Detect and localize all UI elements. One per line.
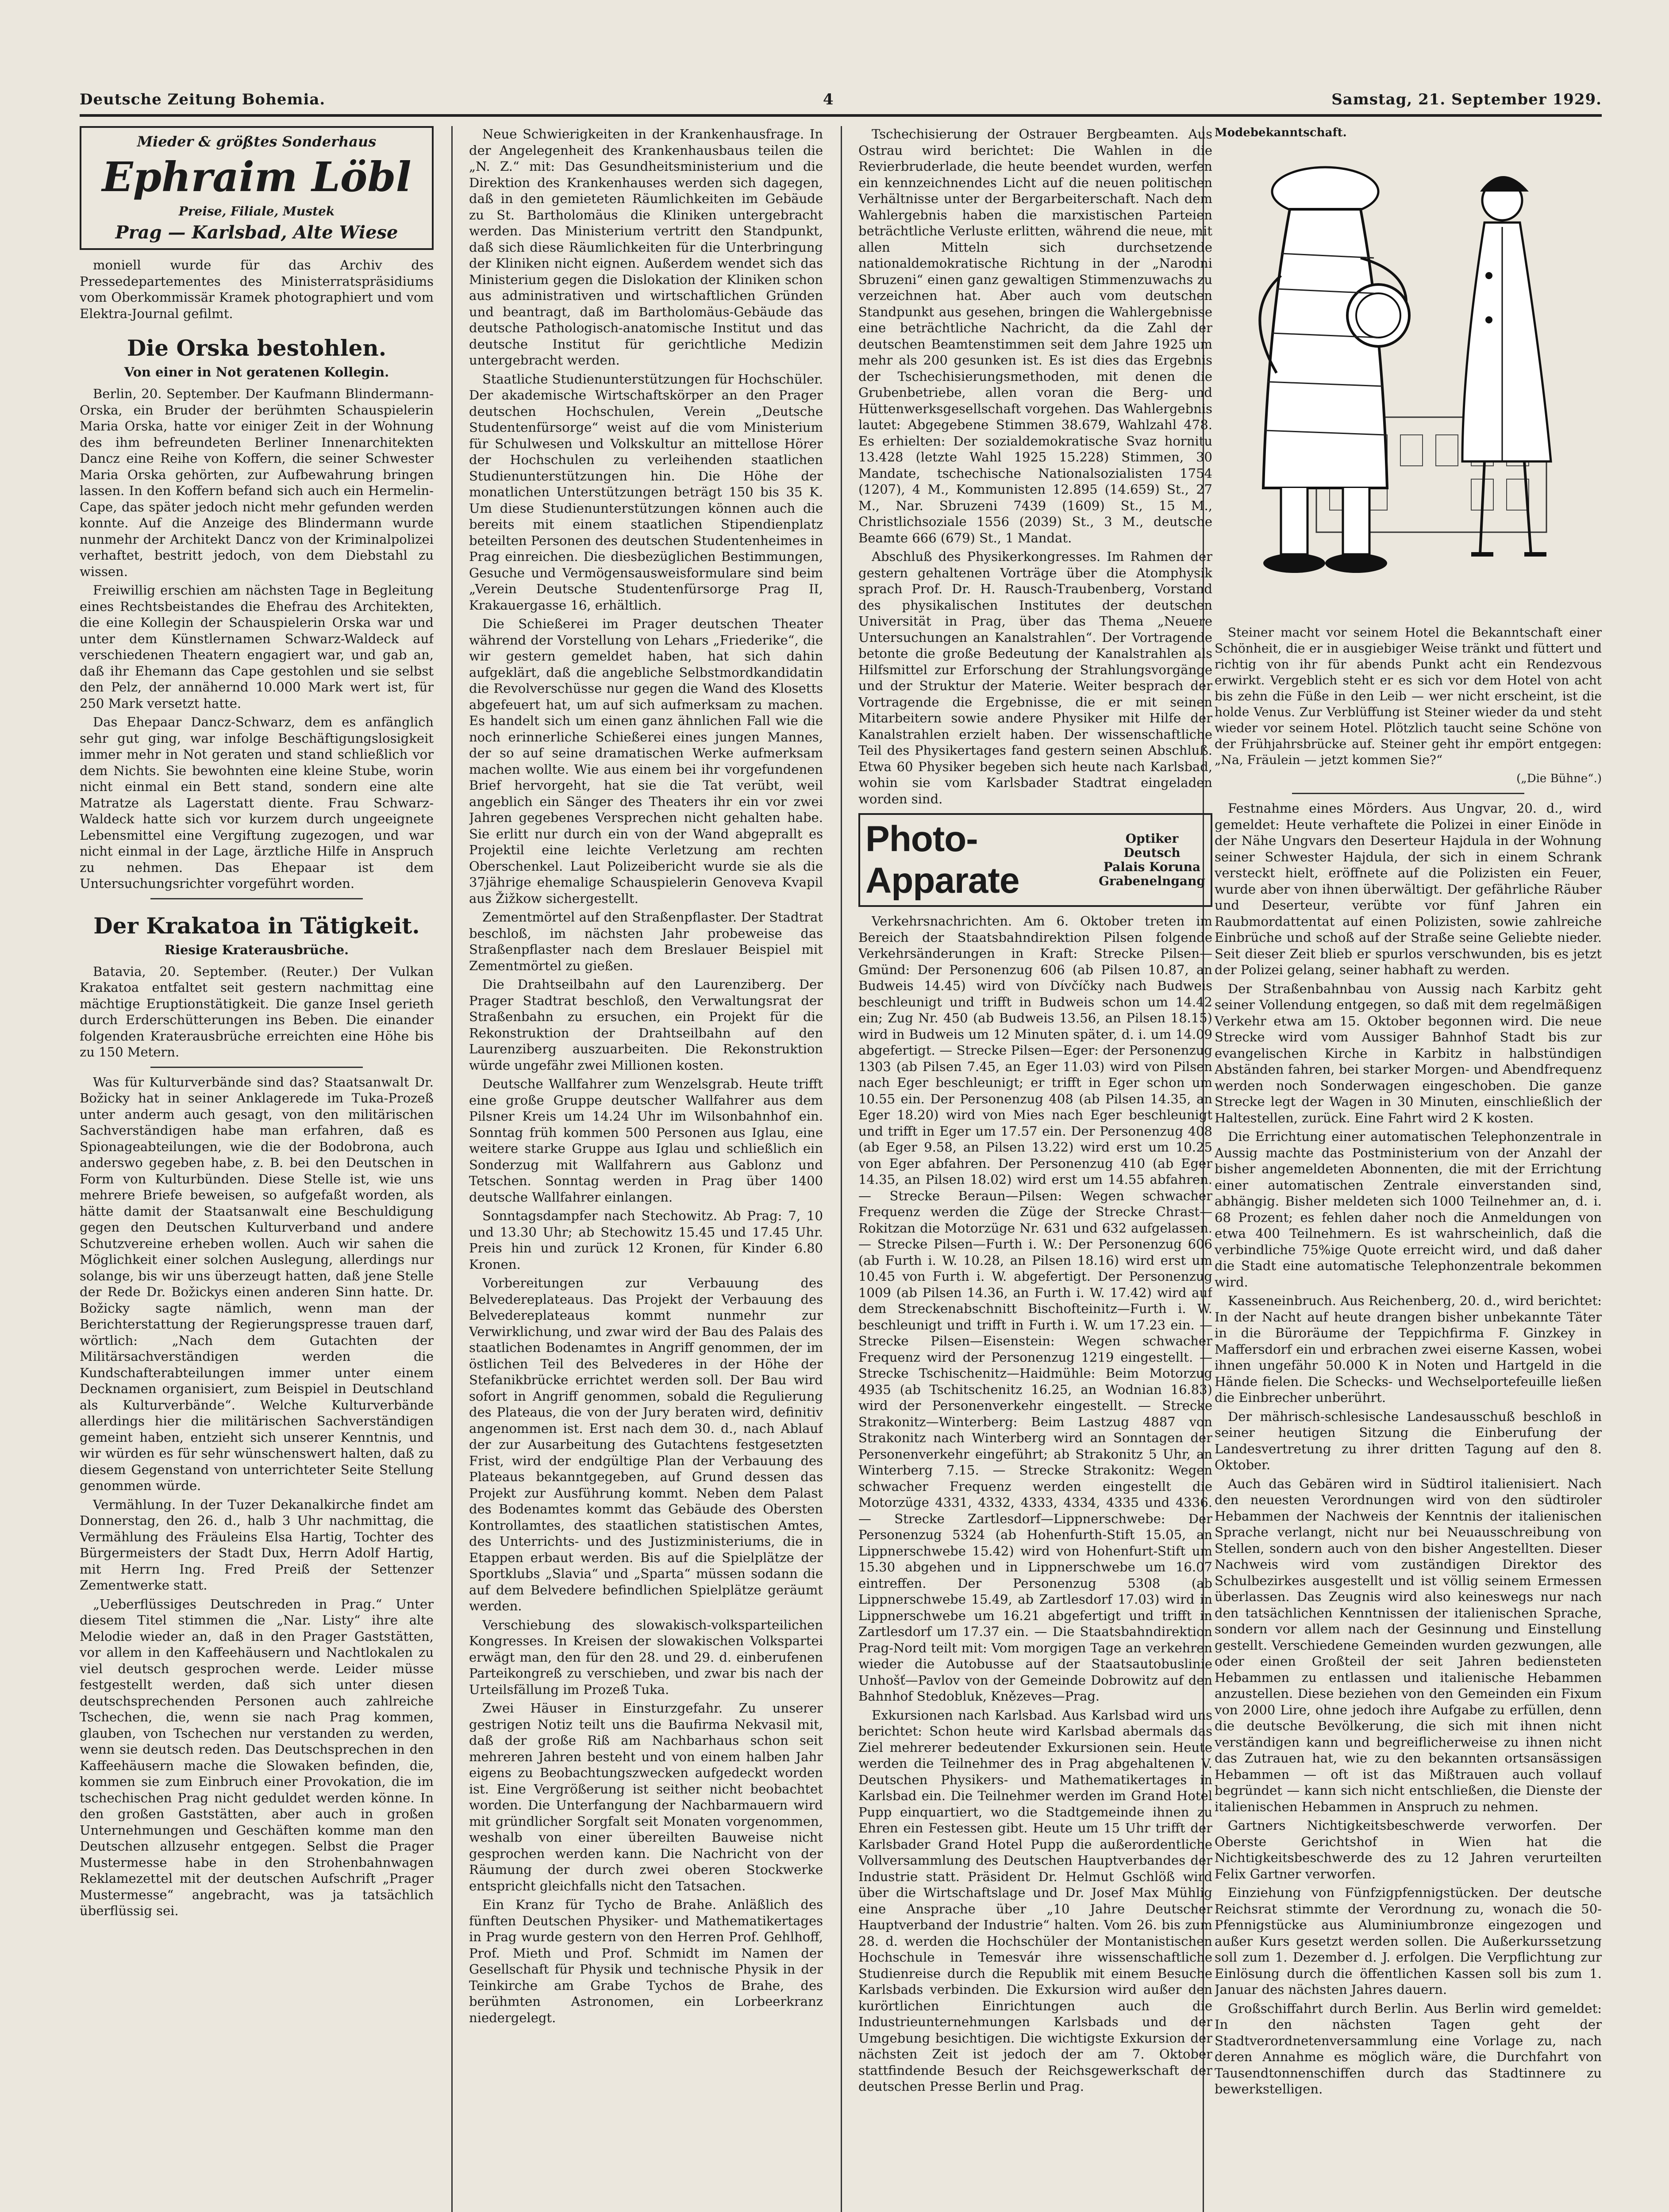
ad-headline: Photo-Apparate (865, 819, 1019, 901)
ad-tagline: Mieder & größtes Sonderhaus (137, 133, 377, 150)
article-headline: Der Krakatoa in Tätigkeit. (93, 912, 420, 939)
column-4 (1215, 126, 1602, 2212)
news-item: Zementmörtel auf den Straßenpflaster. Der Stadtrat beschloß, im nächsten Jahr probeweise das Straßenpflaster nach dem Breslauer Beispiel mit Zementmörtel zu gießen. (469, 910, 823, 973)
article-subheadline: Riesige Kraterausbrüche. (164, 942, 349, 957)
news-item: Ein Kranz für Tycho de Brahe. Anläßlich des fünften Deutschen Physiker- und Mathematikertages in Prag wurde gestern von den Herren Prof. Gehlhoff, Prof. Mieth und Prof. Schmidt im Namen der Gesellschaft für Physik und technische Physik in der Teinkirche am Grabe Tychos de Brahe, des berühmten Astronomen, ein Lorbeerkranz niedergelegt. (469, 1897, 823, 2025)
ad-locations: Prag — Karlsbad, Alte Wiese (115, 222, 398, 243)
ad-brand-name: Ephraim Löbl (102, 153, 411, 201)
article-paragraph: Vermählung. In der Tuzer Dekanalkirche findet am Donnerstag, den 26. d., halb 3 Uhr nachmittag, die Vermählung des Fräuleins Elsa Hartig, Tochter des Bürgermeisters der Stadt Dux, Herrn Adolf Hartig, mit Herrn Ing. Fred Preiß der Settenzer Zementwerke statt. (80, 1497, 434, 1593)
news-item: Auch das Gebären wird in Südtirol italienisiert. Nach den neuesten Verordnungen wird von den südtiroler Hebammen der Nachweis der Kenntnis der italienischen Sprache verlangt, nicht nur bei Neuausschreibung von Stellen, sondern auch von den bisher Angestellten. Dieser Nachweis wird vom zuständigen Direktor des Schulbezirkes ausgestellt und ist völlig seinem Ermessen überlassen. Das Zeugnis wird also keineswegs nur nach den tatsächlichen Kenntnissen der italienischen Sprache, sondern vor allem nach der Gesinnung und Einstellung gestellt. Verschiedene Gemeinden wurden gezwungen, alle oder einen Großteil der seit Jahren bediensteten Hebammen zu entlassen und italienische Hebammen anzustellen. Diese beziehen von den Gemeinden ein Fixum von 2000 Lire, ohne jedoch ihre Aufgabe zu erfüllen, denn die deutsche Bevölkerung, die sich mit ihnen nicht verständigen kann und begreiflicherweise zu ihnen nicht das Zutrauen hat, wie zu den bekannten ortsansässigen Hebammen — oft ist das Mißtrauen auch vollauf begründet — kann sich nicht entschließen, die Dienste der italienischen Hebammen in Anspruch zu nehmen. (1215, 1476, 1602, 1814)
column-2 (469, 126, 823, 2212)
cartoon-credit: („Die Bühne“.) (1516, 772, 1602, 785)
news-item: Kasseneinbruch. Aus Reichenberg, 20. d., wird berichtet: In der Nacht auf heute drangen bisher unbekannte Täter in die Büroräume der Teppichfirma F. Ginzkey in Maffersdorf ein und erbrachen zwei eiserne Kassen, wobei ihnen ungefähr 50.000 K in Noten und Hartgeld in die Hände fielen. Die Schecks- und Wechselportefeuille ließen die Einbrecher unberührt. (1215, 1293, 1602, 1405)
news-item: Vorbereitungen zur Verbauung des Belvedereplateaus. Das Projekt der Verbauung des Belvedereplateaus kommt nunmehr zur Verwirklichung, und zwar wird der Bau des Palais des staatlichen Bodenamtes in Angriff genommen, der im östlichen Teil des Belvederes in der Höhe der Stefanikbrücke errichtet werden soll. Der Bau wird sofort in Angriff genommen, sobald die Regulierung des Plateaus, die von der Jury beraten wird, definitiv angenommen ist. Erst nach dem 30. d., nach Ablauf der zur Ausarbeitung des Gutachtens festgesetzten Frist, wird der endgültige Plan der Verbauung des Plateaus bekanntgegeben, auf Grund dessen das Projekt zur Ausführung kommt. Neben dem Palast des Bodenamtes kommt das Gebäude des Obersten Kontrollamtes, des staatlichen statistischen Amtes, des Unterrichts- und des Justizministeriums, die in Etappen erbaut werden. Bis auf die Spielplätze der Sportklubs „Slavia“ und „Sparta“ müssen sodann die auf dem Belvedere befindlichen Spielplätze geräumt werden. (469, 1275, 823, 1613)
header-page-number: 4 (823, 91, 834, 108)
article-paragraph: „Ueberflüssiges Deutschreden in Prag.“ Unter diesem Titel stimmen die „Nar. Listy“ ihre alte Melodie wieder an, daß in den Prager Gaststätten, vor allem in den Kaffeehäusern und Nachtlokalen zu viel deutsch gesprochen werde. Leider müsse festgestellt werden, daß sich unter diesen deutschsprechenden Personen auch zahlreiche Tschechen, die, wenn sie nach Prag kommen, glauben, von Tschechen nur verstanden zu werden, wenn sie deutsch reden. Das Deutschsprechen in den Kaffeehäusern mache die Slowaken befinden, die, kommen sie zum Einbruch einer Provokation, die im tschechischen Prag nicht geduldet werden könne. In den großen Gaststätten, aber auch in großen Unternehmungen und Geschäften komme man den Deutschen allzusehr entgegen. Selbst die Prager Mustermesse habe in den Strohenbahnwagen Reklamezettel mit der deutschen Aufschrift „Prager Mustermesse“ angebracht, was ja tatsächlich überflüssig sei. (80, 1596, 434, 1918)
section-divider (1292, 793, 1524, 794)
news-item: Die Errichtung einer automatischen Telephonzentrale in Aussig machte das Postministerium von der Anzahl der bisher angemeldeten Abonnenten, die mit der Errichtung einer automatischen Zentrale einverstanden sind, abhängig. Bisher meldeten sich 1000 Teilnehmer an, d. i. 68 Prozent; es fehlen daher noch die Anmeldungen von etwa 400 Teilnehmern. Es ist wahrscheinlich, daß die verbindliche 75%ige Quote erreicht wird, und daß daher die Stadt eine automatische Telephonzentrale bekommen wird. (1215, 1129, 1602, 1290)
column-3 (858, 126, 1212, 2212)
advertisement-photo-apparate (858, 813, 1212, 907)
article-paragraph: Berlin, 20. September. Der Kaufmann Blindermann-Orska, ein Bruder der berühmten Schauspielerin Maria Orska, hatte vor einiger Zeit in der Wohnung des ihm befreundeten Berliner Innenarchitekten Dancz eine Reihe von Koffern, die seiner Schwester Maria Orska gehörten, zur Aufbewahrung bringen lassen. In den Koffern befand sich auch ein Hermelin-Cape, das später jedoch nicht mehr gefunden werden konnte. Auf die Anzeige des Blindermann wurde nunmehr der Architekt Dancz von der Kriminalpolizei verhaftet, bestritt jedoch, von dem Diebstahl zu wissen. (80, 386, 434, 579)
article-subheadline: Von einer in Not geratenen Kollegin. (124, 365, 389, 380)
news-item: Gartners Nichtigkeitsbeschwerde verworfen. Der Oberste Gerichtshof in Wien hat die Nichtigkeitsbeschwerde des zu 12 Jahren verurteilten Felix Gartner verworfen. (1215, 1818, 1602, 1882)
article-paragraph: Batavia, 20. September. (Reuter.) Der Vulkan Krakatoa entfaltet seit gestern nachmittag eine mächtige Eruptionstätigkeit. Die ganze Insel gerieth durch Erderschütterungen ins Beben. Die einander folgenden Kraterausbrüche erreichten eine Höhe bis zu 150 Metern. (80, 964, 434, 1060)
header-paper-title: Deutsche Zeitung Bohemia. (80, 91, 326, 108)
news-item: Großschiffahrt durch Berlin. Aus Berlin wird gemeldet: In den nächsten Tagen geht der Stadtverordnetenversammlung eine Vorlage zu, nach deren Annahme es möglich wäre, die Durchfahrt von Tausendtonnenschiffen durch das Stadtinnere zu bewerkstelligen. (1215, 2001, 1602, 2097)
header-rule (80, 114, 1602, 117)
news-item: Der mährisch-schlesische Landesausschuß beschloß in seiner heutigen Sitzung die Einberufung der Landesvertretung zu ihrer dritten Tagung auf den 8. Oktober. (1215, 1409, 1602, 1472)
news-item: Staatliche Studienunterstützungen für Hochschüler. Der akademische Wirtschaftskörper an den Prager deutschen Hochschulen, Verein „Deutsche Studentenfürsorge“ weist auf die vom Ministerium für Schulwesen und Volkskultur an mittellose Hörer der Hochschulen zu verleihenden staatlichen Studienunterstützungen hin. Die Höhe der monatlichen Unterstützungen beträgt 150 bis 35 K. Um diese Studienunterstützungen können auch die bereits mit einem staatlichen Stipendienplatz beteilten Personen des deutschen Studentenheimes in Prag einreichen. Die diesbezüglichen Bestimmungen, Gesuche und Vermögensausweisformulare sind beim „Verein Deutsche Studentenfürsorge Prag II, Krakauergasse 16, erhältlich. (469, 371, 823, 613)
header-date: Samstag, 21. September 1929. (1331, 91, 1602, 108)
advertisement-loebl (80, 126, 434, 250)
news-item: Die Schießerei im Prager deutschen Theater während der Vorstellung von Lehars „Friederike“, die wir gestern gemeldet haben, hat sich dahin aufgeklärt, daß die angebliche Selbstmordkandidatin die Revolverschüsse nur gegen die Wand des Klosetts abgefeuert hat, um auf sich aufmerksam zu machen. Es handelt sich um einen ganz ähnlichen Fall wie die noch erinnerliche Schießerei eines jungen Mannes, der so auf seine dramatischen Werke aufmerksam machen wollte. Wie aus einem bei ihr vorgefundenen Brief hervorgeht, hat sie die Tat verübt, weil angeblich ein Sänger des Theaters ihr ein vor zwei Jahren gegebenes Versprechen nicht gehalten habe. Sie erlitt nur durch ein von der Wand abgeprallt es Projektil eine leichte Verletzung am rechten Oberschenkel. Laut Polizeibericht wurde sie als die 37jährige ehemalige Schauspielerin Genoveva Kvapil aus Žižkow sichergestellt. (469, 616, 823, 906)
news-item: Sonntagsdampfer nach Stechowitz. Ab Prag: 7, 10 und 13.30 Uhr; ab Stechowitz 15.45 und 17.45 Uhr. Preis hin und zurück 12 Kronen, für Kinder 6.80 Kronen. (469, 1208, 823, 1272)
column-rule (451, 126, 453, 2212)
ad-shop-name: Optiker Deutsch (1123, 831, 1181, 860)
news-item: Festnahme eines Mörders. Aus Ungvar, 20. d., wird gemeldet: Heute verhaftete die Polizei in einer Einöde in der Nähe Ungvars den Deserteur Hajdula in der Wohnung seiner Schwester Hajdula, der sich in einem Schrank versteckt hielt, eröffnete auf die Polizisten ein Feuer, wurde aber von ihnen überwältigt. Der gefährliche Räuber und Deserteur, verübte vor fünf Jahren ein Raubmordattentat auf einen Polizisten, sowie zahlreiche Einbrüche und schoß auf der Straße seine Geliebte nieder. Seit dieser Zeit blieb er spurlos verschwunden, bis es jetzt der Polizei gelang, seiner habhaft zu werden. (1215, 801, 1602, 977)
news-item: Zwei Häuser in Einsturzgefahr. Zu unserer gestrigen Notiz teilt uns die Baufirma Nekvasil mit, daß der große Riß am Nachbarhaus schon seit mehreren Jahren besteht und von einem halben Jahr eigens zu Beobachtungszwecken aufgedeckt worden ist. Eine Vergrößerung ist seither nicht beobachtet worden. Die Unterfangung der Nachbarmauern wird mit gründlicher Sorgfalt seit Monaten vorgenommen, weshalb von einer übereilten Bauweise nicht gesprochen werden kann. Die Nachricht von der Räumung der durch zwei oberen Stockwerke entspricht gleichfalls nicht den Tatsachen. (469, 1701, 823, 1893)
news-item: Neue Schwierigkeiten in der Krankenhausfrage. In der Angelegenheit des Krankenhausbaus teilen die „N. Z.“ mit: Das Gesundheitsministerium und die Direktion des Krankenhauses werden sich dagegen, daß in den gemieteten Räumlichkeiten im Gebäude zu St. Bartholomäus die Kliniken untergebracht werden. Das Ministerium vertritt den Standpunkt, daß sich diese Räumlichkeiten für die Unterbringung der Kliniken nicht eignen. Außerdem wendet sich das Ministerium gegen die Dislokation der Kliniken schon aus administrativen und wirtschaftlichen Gründen und beantragt, daß im Bartholomäus-Gebäude das deutsche Pathologisch-anatomische Institut und das deutsche Institut für gerichtliche Medizin untergebracht werden. (469, 127, 823, 368)
page-header (80, 91, 1602, 108)
news-item: Einziehung von Fünfzigpfennigstücken. Der deutsche Reichsrat stimmte der Verordnung zu, wonach die 50-Pfennigstücke aus Aluminiumbronze eingezogen und außer Kurs gesetzt werden sollen. Die Außerkurssetzung soll zum 1. Dezember d. J. erfolgen. Die Verpflichtung zur Einlösung durch die öffentlichen Kassen soll bis zum 1. Januar des nächsten Jahres dauern. (1215, 1885, 1602, 1997)
news-item: Abschluß des Physikerkongresses. Im Rahmen der gestern gehaltenen Vorträge über die Atomphysik sprach Prof. Dr. H. Rausch-Traubenberg, Vorstand des physikalischen Institutes der deutschen Universität in Prag, über das Thema „Neuere Untersuchungen an Kanalstrahlen“. Der Vortragende betonte die große Bedeutung der Kanalstrahlen als Hilfsmittel zur Erforschung der Strahlungsvorgänge und der Struktur der Materie. Weiter besprach der Vortragende die Ergebnisse, die er mit seinen Mitarbeitern sowie andere Physiker mit Hilfe der Kanalstrahlen erzielt haben. Der wissenschaftliche Teil des Physikertages fand gestern seinen Abschluß. Etwa 60 Physiker begeben sich heute nach Karlsbad, wohin sie vom Karlsbader Stadtrat eingeladen worden sind. (858, 549, 1212, 806)
column-1 (80, 126, 434, 2212)
news-item: Tschechisierung der Ostrauer Bergbeamten. Aus Ostrau wird berichtet: Die Wahlen in die Revierbruderlade, die heute beendet wurden, werfen ein kennzeichnendes Licht auf die neuen politischen Verhältnisse unter der Bergarbeiterschaft. Nach dem Wahlergebnis haben die marxistischen Parteien beträchtliche Verluste erlitten, während die neue, mit allen Mitteln sich durchsetzende nationaldemokratische Richtung in der „Narodni Sbruzeni“ einen ganz gewaltigen Stimmenzuwachs zu verzeichnen hat. Aber auch vom deutschen Standpunkt aus gesehen, bringen die Wahlergebnisse eine beträchtliche Nachricht, da die Zahl der deutschen Beamtenstimmen seit dem Jahre 1925 um mehr als 200 gesunken ist. Es ist dies das Ergebnis der Tschechisierungsmethoden, mit denen die Grubenbetriebe, allen voran die Berg- und Hüttenwerksgesellschaft vorgehen. Das Wahlergebnis lautet: Abgegebene Stimmen 38.679, Wahlzahl 478. Es erhielten: Der sozialdemokratische Svaz hornitu 13.428 (letzte Wahl 1925 15.228) Stimmen, 30 Mandate, tschechische Nationalsozialisten 1754 (1207), 4 M., Kommunisten 12.895 (14.659) St., 27 M., Nar. Sbruzeni 7439 (1609) St., 15 M., Christlichsoziale 1556 (2039) St., 3 M., deutsche Beamte 666 (679) St., 1 Mandat. (858, 127, 1212, 545)
article-paragraph: Das Ehepaar Dancz-Schwarz, dem es anfänglich sehr gut ging, war infolge Beschäftigungslosigkeit immer mehr in Not geraten und stand schließlich vor dem Nichts. Sie bewohnten eine kleine Stube, worin nicht einmal ein Bett stand, sondern eine alte Matratze als Lagerstatt diente. Frau Schwarz-Waldeck hatte sich vor kurzem durch ungeeignete Lebensmittel eine Vergiftung zugezogen, und war nicht einmal in der Lage, ärztliche Hilfe in Anspruch zu nehmen. Das Ehepaar ist dem Untersuchungsrichter vorgeführt worden. (80, 714, 434, 891)
cartoon-illustration (1215, 143, 1602, 621)
article-headline: Die Orska bestohlen. (127, 335, 387, 361)
ad-address-block (1099, 832, 1205, 888)
news-item: Deutsche Wallfahrer zum Wenzelsgrab. Heute trifft eine große Gruppe deutscher Wallfahrer aus dem Pilsner Kreis um 14.24 Uhr im Wilsonbahnhof ein. Sonntag früh kommen 500 Personen aus Iglau, eine weitere starke Gruppe aus Iglau und schließlich ein Sonderzug mit Wallfahrern aus Gablonz und Tetschen. Sonntag werden in Prag über 1400 deutsche Wallfahrer einlangen. (469, 1076, 823, 1205)
section-divider (150, 1067, 363, 1068)
column-rule (841, 126, 842, 2212)
ad-subline: Preise, Filiale, Mustek (178, 204, 335, 219)
cartoon-caption: Steiner macht vor seinem Hotel die Bekanntschaft einer Schönheit, die er in ausgiebiger Weise tränkt und füttert und richtig von ihr für abends Punkt acht ein Rendezvous erwirkt. Vergeblich steht er es sich vor dem Hotel von acht bis zehn die Füße in den Leib — wer nicht erscheint, ist die holde Venus. Zur Verblüffung ist Steiner wieder da und steht wieder vor seinem Hotel. Plötzlich taucht seine Schöne von der Frühjahrsbrücke auf. Steiner geht ihr empört entgegen: „Na, Fräulein — jetzt kommen Sie?“ (1215, 625, 1602, 767)
cartoon-title: Modebekanntschaft. (1215, 126, 1347, 139)
news-item: Exkursionen nach Karlsbad. Aus Karlsbad wird uns berichtet: Schon heute wird Karlsbad abermals das Ziel mehrerer bedeutender Exkursionen sein. Heute werden die Teilnehmer des in Prag abgehaltenen V. Deutschen Physikers- und Mathematikertages in Karlsbad ein. Die Teilnehmer werden im Grand Hotel Pupp einquartiert, wo die Stadtgemeinde ihnen zu Ehren ein Festessen gibt. Heute um 15 Uhr trifft der Karlsbader Grand Hotel Pupp die außerordentliche Vollversammlung des Deutschen Hauptverbandes der Industrie statt. Präsident Dr. Helmut Gschlöß wird über die Wirtschaftslage und Dr. Josef Max Mühlig eine Ansprache über „10 Jahre Deutscher Hauptverband der Industrie“ halten. Vom 26. bis zum 28. d. werden die Hochschüler der Montanistischen Hochschule in Temesvár ihre wissenschaftliche Studienreise durch die Republik mit einem Besuche Karlsbads verbinden. Die Exkursion wird außer den kurörtlichen Einrichtungen auch die Industrieunternehmungen Karlsbads und der Umgebung besichtigen. Die wichtigste Exkursion der nächsten Zeit ist jedoch der am 7. Oktober stattfindende Besuch der Reichsgewerkschaft der deutschen Presse Berlin und Prag. (858, 1707, 1212, 2094)
news-item: Verkehrsnachrichten. Am 6. Oktober treten im Bereich der Staatsbahndirektion Pilsen folgende Verkehrsänderungen in Kraft: Strecke Pilsen—Gmünd: Der Personenzug 606 (ab Pilsen 10.87, an Budweis 14.45) wird von Dívčíčky nach Budweis beschleunigt und trifft in Budweis schon um 14.42 ein; Zug Nr. 450 (ab Budweis 13.56, an Pilsen 18.15) wird in Budweis um 12 Minuten später, d. i. um 14.09 abgefertigt. — Strecke Pilsen—Eger: der Personenzug 1303 (ab Pilsen 7.45, an Eger 11.03) wird von Pilsen nach Eger beschleunigt; er trifft in Eger schon um 10.55 ein. Der Personenzug 408 (ab Pilsen 14.35, an Eger 18.20) wird von Mies nach Eger beschleunigt und trifft in Eger um 17.57 ein. Der Personenzug 408 (ab Eger 9.58, an Pilsen 13.22) wird erst um 10.25 von Eger abfahren. Der Personenzug 410 (ab Eger 14.35, an Pilsen 18.02) wird erst um 14.55 abfahren. — Strecke Beraun—Pilsen: Wegen schwacher Frequenz werden die Züge der Strecke Chrast—Rokitzan die Motorzüge Nr. 631 und 632 aufgelassen. — Strecke Pilsen—Furth i. W.: Der Personenzug 606 (ab Furth i. W. 10.28, an Pilsen 18.16) wird erst um 10.45 von Furth i. W. abgefertigt. Der Personenzug 1009 (ab Pilsen 14.36, an Furth i. W. 17.42) wird auf dem Streckenabschnitt Bischofteinitz—Furth i. W. beschleunigt und trifft in Furth i. W. um 17.23 ein. — Strecke Pilsen—Eisenstein: Wegen schwacher Frequenz wird der Personenzug 1219 eingestellt. — Strecke Tschischenitz—Haidmühle: Beim Motorzug 4935 (ab Tschitschenitz 16.25, an Wodnian 16.83) wird der Personenverkehr eingestellt. — Strecke Strakonitz—Winterberg: Beim Lastzug 4887 von Strakonitz nach Winterberg wird an Sonntagen der Personenverkehr eingeführt; ab Strakonitz 5 Uhr, an Winterberg 7.15. — Strecke Strakonitz: Wegen schwacher Frequenz werden eingestellt die Motorzüge 4331, 4332, 4333, 4334, 4335 und 4336. — Strecke Zartlesdorf—Lippnerschwebe: Der Personenzug 5324 (ab Hohenfurth-Stift 15.05, an Lippnerschwebe 15.42) wird von Hohenfurt-Stift um 15.30 abgehen und in Lippnerschwebe um 16.07 eintreffen. Der Personenzug 5308 (ab Lippnerschwebe 15.49, ab Zartlesdorf 17.03) wird in Lippnerschwebe um 16.21 abgefertigt und trifft in Zartlesdorf um 17.37 ein. — Die Staatsbahndirektion Prag-Nord teilt mit: Vom morgigen Tage an verkehren wieder die Autobusse auf der Staatsautobuslinie Unhošť—Pavlov von der Gemeinde Dobrowitz auf den Bahnhof Stedobluk, Knězeves—Prag. (858, 914, 1212, 1704)
news-item: Verschiebung des slowakisch-volksparteilichen Kongresses. In Kreisen der slowakischen Volkspartei erwägt man, den für den 28. und 29. d. einberufenen Parteikongreß zu verschieben, und zwar bis nach der Urteilsfällung im Prozeß Tuka. (469, 1617, 823, 1697)
ad-building: Palais Koruna (1103, 860, 1201, 874)
ad-entrance: Grabenelngang (1098, 874, 1205, 888)
article-paragraph: Freiwillig erschien am nächsten Tage in Begleitung eines Rechtsbeistandes die Ehefrau des Architekten, die eine Kollegin der Schauspielerin Orska war und unter dem Künstlernamen Schwarz-Waldeck auf verschiedenen Theatern engagiert war, und gab an, daß ihr Ehemann das Cape gestohlen und sie selbst den Pelz, der annähernd 10.000 Mark wert ist, für 250 Mark versetzt hatte. (80, 583, 434, 711)
section-divider (150, 898, 363, 899)
article-paragraph: moniell wurde für das Archiv des Pressedepartementes des Ministerratspräsidiums vom Oberkommissär Kramek photographiert und vom Elektra-Journal gefilmt. (80, 257, 434, 321)
article-paragraph: Was für Kulturverbände sind das? Staatsanwalt Dr. Božicky hat in seiner Anklagerede im Tuka-Prozeß unter anderm auch gesagt, von den militärischen Sachverständigen habe man erfahren, daß es Spionageabteilungen, wie die der Bodobrona, auch anderswo gegeben habe, z. B. bei den Deutschen in Form von Kulturbünden. Diese Stelle ist, wie uns mehrere Briefe beweisen, so aufgefaßt worden, als hätte damit der Staatsanwalt eine Beschuldigung gegen den Deutschen Kulturverband und andere Schutzvereine erheben wollen. Auch wir sahen die Möglichkeit einer solchen Auslegung, allerdings nur solange, bis wir uns überzeugt hatten, daß jene Stelle der Rede Dr. Božickys einen anderen Sinn hatte. Dr. Božicky sagte nämlich, wenn man der Berichterstattung der Regierungspresse trauen darf, wörtlich: „Nach dem Gutachten der Militärsachverständigen werden die Kundschafterabteilungen immer unter einem Decknamen organisiert, zum Beispiel in Deutschland als Kulturverbände“. Welche Kulturverbände allerdings hier die militärischen Sachverständigen gemeint haben, entzieht sich unserer Kenntnis, und wir würden es für sehr wünschenswert halten, daß zu diesem Gegenstand von unterrichteter Seite Stellung genommen würde. (80, 1074, 434, 1493)
news-item: Der Straßenbahnbau von Aussig nach Karbitz geht seiner Vollendung entgegen, so daß mit dem regelmäßigen Verkehr etwa am 15. Oktober begonnen wird. Die neue Strecke wird vom Aussiger Bahnhof Stadt bis zur evangelischen Kirche in Karbitz in halbstündigen Abständen fahren, bei starker Morgen- und Abendfrequenz werden noch Sonderwagen eingeschoben. Die ganze Strecke legt der Wagen in 30 Minuten, einschließlich der Haltestellen, zurück. Eine Fahrt wird 2 K kosten. (1215, 981, 1602, 1125)
news-item: Die Drahtseilbahn auf den Laurenziberg. Der Prager Stadtrat beschloß, den Verwaltungsrat der Straßenbahn zu ersuchen, ein Projekt für die Rekonstruktion der Drahtseilbahn auf den Laurenziberg auszuarbeiten. Die Rekonstruktion würde ungefähr zwei Millionen kosten. (469, 977, 823, 1073)
